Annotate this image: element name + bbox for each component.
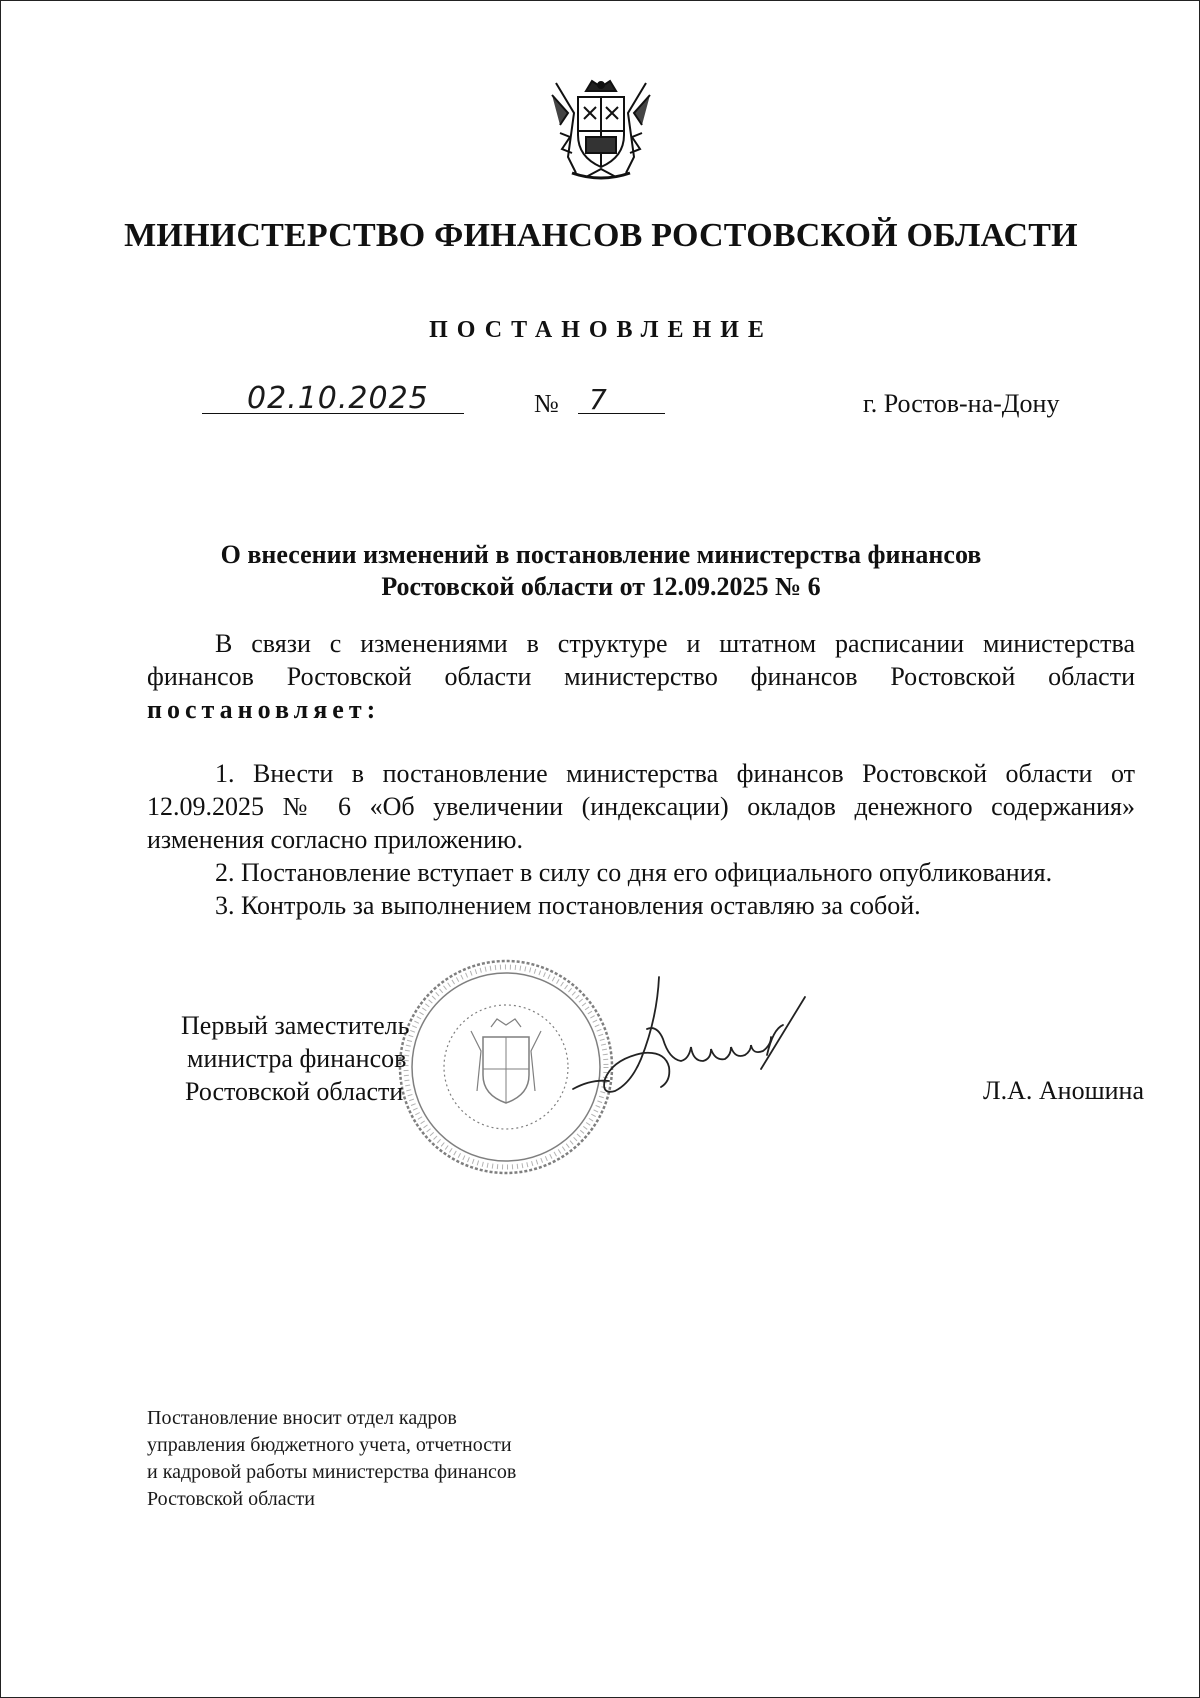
list-item xyxy=(147,856,1135,889)
ministry-title: МИНИСТЕРСТВО ФИНАНСОВ РОСТОВСКОЙ ОБЛАСТИ xyxy=(124,217,1078,254)
position-line: Ростовской области xyxy=(185,1077,404,1106)
document-number: 7 xyxy=(589,383,607,416)
handwritten-signature-icon xyxy=(561,969,881,1109)
preamble-text: В связи с изменениями в структуре и штатном расписании министерства финансов Ростовской области министерство финансов Ростовской области xyxy=(147,629,1135,691)
item-text: 2. Постановление вступает в силу со дня его официального опубликования. xyxy=(215,858,1053,887)
coat-of-arms-icon xyxy=(546,73,656,185)
footer-line: и кадровой работы министерства финансов xyxy=(147,1461,517,1483)
list-item xyxy=(147,889,1135,922)
item-text: 3. Контроль за выполнением постановления оставляю за собой. xyxy=(215,891,921,920)
number-sign: № xyxy=(534,389,559,418)
subject-line-1: О внесении изменений в постановление министерства финансов xyxy=(220,540,982,569)
preamble-paragraph xyxy=(147,627,1135,726)
document-date: 02.10.2025 xyxy=(247,381,429,416)
subject-line-2: Ростовской области от 12.09.2025 № 6 xyxy=(381,572,821,601)
footer-line: Ростовской области xyxy=(147,1488,315,1510)
signatory-position xyxy=(181,1009,409,1108)
document-subject xyxy=(1,539,1200,603)
document-city: г. Ростов-на-Дону xyxy=(863,389,1060,418)
list-item xyxy=(147,757,1135,856)
footer-line: управления бюджетного учета, отчетности xyxy=(147,1434,512,1456)
position-line: Первый заместитель xyxy=(181,1011,410,1040)
resolves-word: постановляет: xyxy=(147,695,381,724)
signatory-name: Л.А. Аношина xyxy=(983,1076,1144,1105)
footer-line: Постановление вносит отдел кадров xyxy=(147,1407,457,1429)
footer-note xyxy=(147,1405,516,1513)
document-type: ПОСТАНОВЛЕНИЕ xyxy=(429,317,773,343)
item-text: 1. Внести в постановление министерства финансов Ростовской области от 12.09.2025 № 6 «Об увеличении (индексации) окладов денежного содержания» изменения согласно приложению. xyxy=(147,759,1135,854)
position-line: министра финансов xyxy=(187,1044,407,1073)
resolution-items xyxy=(147,757,1135,922)
